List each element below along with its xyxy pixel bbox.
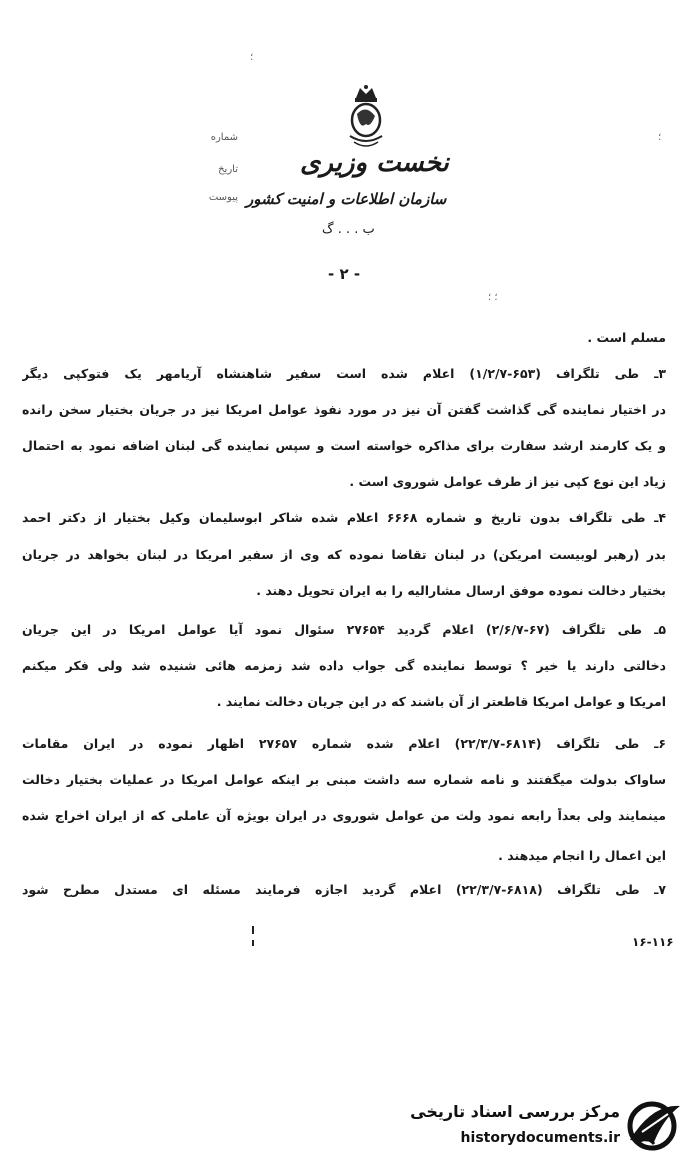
footer-title: مرکز بررسی اسناد تاریخی (410, 1102, 620, 1121)
document-number: ۱۶-۱۱۶ (632, 935, 674, 949)
body-line-1: مسلم است . (587, 330, 666, 345)
body-line-11: امریکا و عوامل امریکا قاطعتر از آن باشند که در این جریان دخالت نمایند . (216, 694, 666, 709)
body-line-2: ۳ـ طی تلگراف (۶۵۳-۱/۲/۷) اعلام شده است سفیر شاهنشاه آریامهر یک فتوکپی دیگر (22, 366, 666, 381)
body-line-7: بدر (رهبر لوبیست امریکن) در لبنان تقاضا نموده که وی از سفیر امریکا در لبنان بخواهد در جریان (22, 547, 666, 562)
meta-attachment-label: پیوست (208, 192, 238, 203)
scan-mark (252, 926, 254, 934)
header-code: ب . . . گ (322, 222, 375, 237)
scan-mark (252, 940, 254, 946)
body-line-15: این اعمال را انجام میدهند . (498, 848, 666, 863)
body-line-4: و یک کارمند ارشد سفارت برای مذاکره خواسته است و سپس نماینده گی لبنان اضافه نمود به احتمال (22, 438, 666, 453)
footer-url[interactable]: historydocuments.ir (460, 1130, 620, 1146)
meta-date-label: تاریخ (218, 164, 238, 175)
header-organization: سازمان اطلاعات و امنیت کشور (246, 190, 447, 208)
body-line-9: ۵ـ طی تلگراف (۶۷-۲/۶/۷) اعلام گردید ۲۷۶۵۴ سئوال نمود آیا عوامل امریکا در این جریان (22, 622, 666, 637)
body-line-6: ۴ـ طی تلگراف بدون تاریخ و شماره ۶۶۶۸ اعلام شده شاکر ابوسلیمان وکیل بختیار از دکتر احمد (22, 510, 666, 525)
imperial-crest-icon (342, 84, 390, 154)
body-line-13: ساواک بدولت میگفتند و نامه شماره سه داشت مبنی بر اینکه عوامل امریکا در عملیات بختیار دخالت (22, 772, 666, 787)
small-mark: ؛ ؛ (488, 292, 498, 303)
book-feather-icon (624, 1098, 684, 1154)
body-line-14: مینمایند ولی بعداً رابعه نمود ولت من عوامل شوروی در ایران بویژه آن عاملی که از ایران اخراج شده (22, 808, 666, 823)
body-line-8: بختیار دخالت نموده موفق ارسال مشارالیه را به ایران تحویل دهند . (256, 583, 666, 598)
body-line-5: زیاد این نوع کپی نیز از طرف عوامل شوروی است . (349, 474, 666, 489)
body-line-10: دخالتی دارند یا خیر ؟ توسط نماینده گی جواب داده شد زمزمه هائی شنیده شد ولی فکر میکنم (22, 658, 666, 673)
right-mark: ؛ (658, 132, 662, 143)
page-number: - ۲ - (328, 265, 361, 283)
meta-number-label: شماره (210, 132, 238, 143)
top-mark: ؛ (250, 52, 254, 63)
header-title: نخست وزیری (300, 148, 449, 178)
body-line-3: در اختیار نماینده گی گذاشت گفتن آن نیز در مورد نفوذ عوامل امریکا نیز در جریان بختیار سخن رانده (22, 402, 666, 417)
body-line-16: ۷ـ طی تلگراف (۶۸۱۸-۲۲/۳/۷) اعلام گردید اجازه فرمایند مسئله ای مستدل مطرح شود (22, 882, 666, 897)
body-line-12: ۶ـ طی تلگراف (۶۸۱۴-۲۲/۳/۷) اعلام شده شماره ۲۷۶۵۷ اظهار نموده در ایران مقامات (22, 736, 666, 751)
